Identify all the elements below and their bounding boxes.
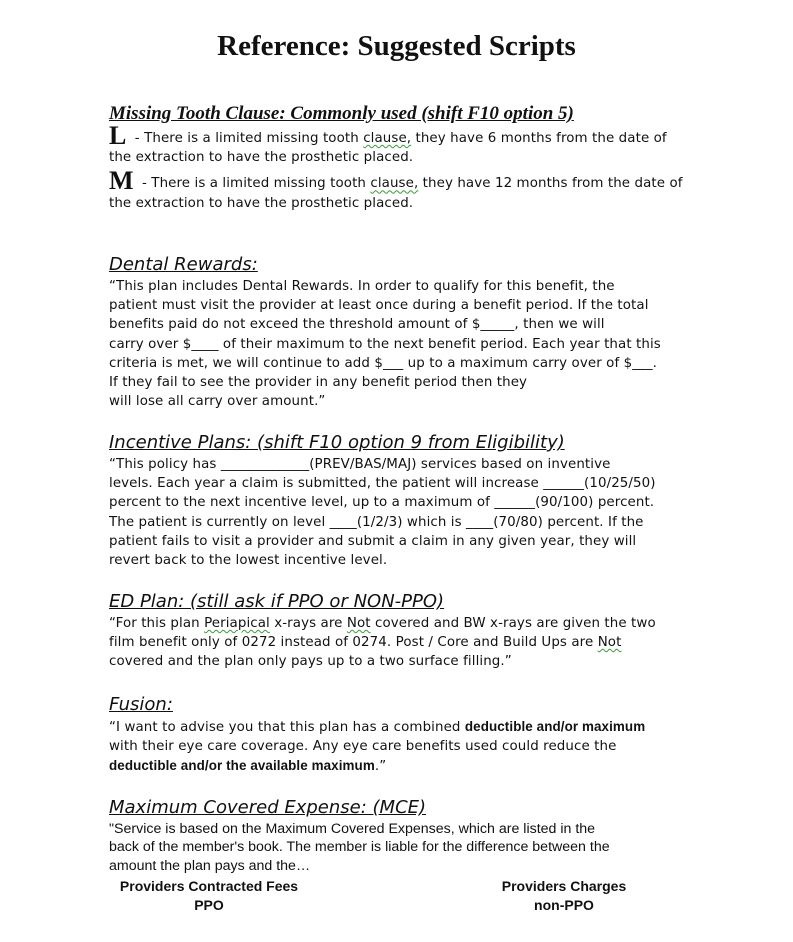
section-fusion xyxy=(109,694,699,777)
non-ppo-column xyxy=(493,877,635,915)
ppo-column xyxy=(109,877,309,915)
incentive-text: “This policy has _____________(PREV/BAS/MAJ) services based on inventive levels. Each year a claim is submitted, the patient will increase ______(10/25/50) percent to the next incentive level, up to a maximum of ______(90/100) percent. The patient is currently on level ____(1/2/3) which is ____(70/80) percent. If the patient fails to visit a provider and submit a claim in any given year, they will revert back to the lowest incentive level. xyxy=(109,457,656,569)
section-ed-plan xyxy=(109,591,699,672)
missing-tooth-l-text: L - There is a limited missing tooth clause, they have 6 months from the date of the extraction to have the prosthetic placed. xyxy=(109,121,667,166)
ppo-column-label: PPO xyxy=(194,897,224,913)
ed-plan-text: “For this plan Periapical x-rays are Not covered and BW x-rays are given the two film benefit only of 0272 instead of 0274. Post / Core and Build Ups are Not covered and the plan only pays up to a two surface filling.” xyxy=(109,616,656,670)
incentive-heading: Incentive Plans: (shift F10 option 9 from Eligibility) xyxy=(109,432,565,453)
ppo-column-title: Providers Contracted Fees xyxy=(119,878,299,894)
section-missing-tooth xyxy=(109,103,699,213)
ed-plan-heading: ED Plan: (still ask if PPO or NON-PPO) xyxy=(109,591,445,612)
page-title: Reference: Suggested Scripts xyxy=(217,30,576,62)
drop-letter-l: L xyxy=(109,121,127,150)
dental-rewards-text: “This plan includes Dental Rewards. In order to qualify for this benefit, the patient must visit the provider at least once during a benefit period. If the total benefits paid do not exceed the threshold amount of $_____, then we will carry over $____ of their maximum to the next benefit period. Each year that this criteria is met, we will continue to add $___ up to a maximum carry over of $___. If they fail to see the provider in any benefit period then they will lose all carry over amount.” xyxy=(109,279,661,410)
non-ppo-column-title: Providers Charges xyxy=(501,878,627,894)
fusion-text: “I want to advise you that this plan has a combined deductible and/or maximum with their eye care coverage. Any eye care benefits used could reduce the deductible and/or the available maximum.” xyxy=(109,719,646,775)
section-dental-rewards xyxy=(109,254,699,411)
section-mce xyxy=(109,797,699,875)
drop-letter-m: M xyxy=(109,166,134,196)
mce-text: "Service is based on the Maximum Covered Expenses, which are listed in the back of the member's book. The member is liable for the difference between the amount the plan pays and the… xyxy=(109,821,610,874)
non-ppo-column-label: non-PPO xyxy=(534,897,594,913)
mce-heading: Maximum Covered Expense: (MCE) xyxy=(109,797,427,818)
section-incentive-plans xyxy=(109,432,699,570)
fusion-heading: Fusion: xyxy=(109,694,173,715)
missing-tooth-heading: Missing Tooth Clause: Commonly used (shift F10 option 5) xyxy=(109,103,574,124)
dental-rewards-heading: Dental Rewards: xyxy=(109,254,258,275)
missing-tooth-m-text: M - There is a limited missing tooth clause, they have 12 months from the date of the extraction to have the prosthetic placed. xyxy=(109,166,683,211)
